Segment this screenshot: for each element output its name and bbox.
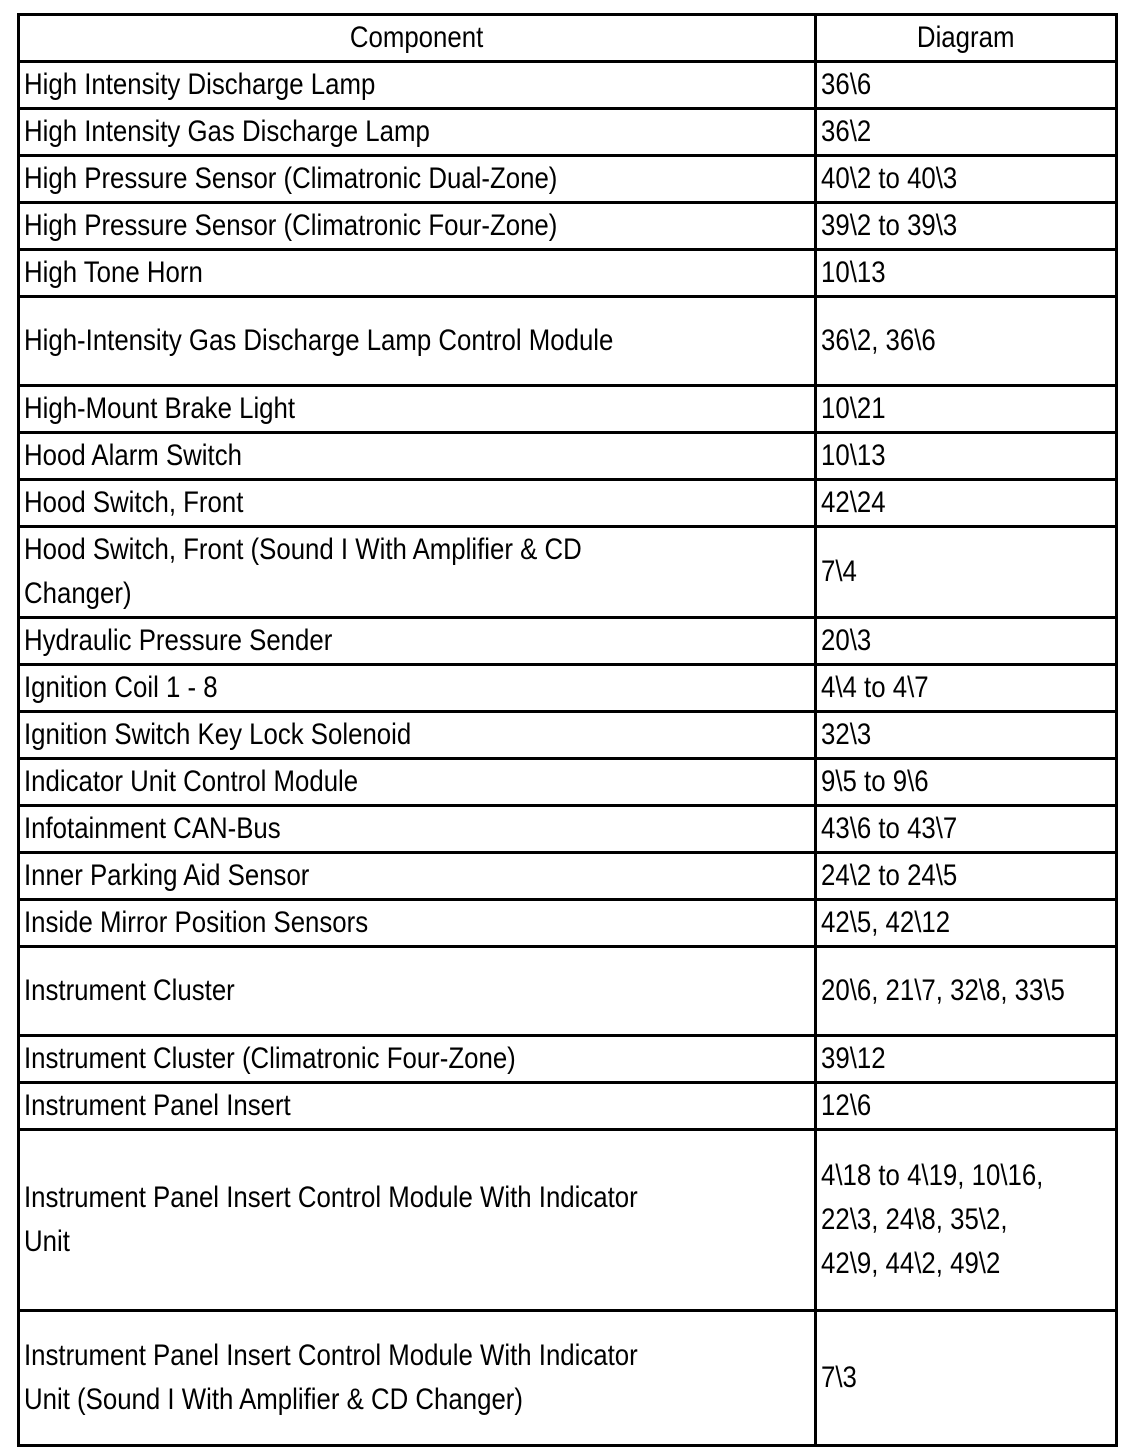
component-cell (19, 665, 816, 712)
diagram-text: 20\6, 21\7, 32\8, 33\5 (821, 974, 1065, 1007)
diagram-cell (816, 806, 1117, 853)
component-cell (19, 527, 816, 618)
diagram-cell (816, 1083, 1117, 1130)
table-row (19, 759, 1117, 806)
diagram-text: 10\13 (821, 256, 886, 289)
header-component: Component (19, 15, 816, 62)
diagram-cell (816, 618, 1117, 665)
table-row (19, 62, 1117, 109)
component-text: Indicator Unit Control Module (24, 765, 359, 798)
diagram-text: 24\2 to 24\5 (821, 859, 958, 892)
diagram-text: 43\6 to 43\7 (821, 812, 958, 845)
component-text: Hood Alarm Switch (24, 439, 242, 472)
component-text: High Pressure Sensor (Climatronic Four-Zone) (24, 209, 558, 242)
diagram-cell (816, 203, 1117, 250)
diagram-cell (816, 297, 1117, 386)
diagram-text: 32\3 (821, 718, 872, 751)
diagram-cell (816, 712, 1117, 759)
diagram-text: 10\13 (821, 439, 886, 472)
diagram-cell (816, 527, 1117, 618)
diagram-cell (816, 853, 1117, 900)
diagram-text: 4\18 to 4\19, 10\16, (821, 1159, 1044, 1192)
diagram-text: 36\2 (821, 115, 872, 148)
diagram-text: 42\9, 44\2, 49\2 (821, 1247, 1001, 1280)
component-cell (19, 1036, 816, 1083)
diagram-cell (816, 156, 1117, 203)
component-cell (19, 297, 816, 386)
table-row (19, 712, 1117, 759)
component-text: Changer) (24, 577, 132, 610)
component-text: Ignition Coil 1 - 8 (24, 671, 218, 704)
component-cell (19, 712, 816, 759)
diagram-text: 7\4 (821, 555, 857, 588)
diagram-text: 12\6 (821, 1089, 872, 1122)
table-row (19, 250, 1117, 297)
diagram-text: 22\3, 24\8, 35\2, (821, 1203, 1008, 1236)
diagram-text: 7\3 (821, 1361, 857, 1394)
component-cell (19, 62, 816, 109)
table-row (19, 433, 1117, 480)
diagram-text: 36\2, 36\6 (821, 324, 936, 357)
diagram-text: 20\3 (821, 624, 872, 657)
component-text: Inside Mirror Position Sensors (24, 906, 369, 939)
diagram-cell (816, 386, 1117, 433)
table-row (19, 386, 1117, 433)
component-cell (19, 386, 816, 433)
diagram-cell (816, 947, 1117, 1036)
diagram-cell (816, 900, 1117, 947)
component-cell (19, 900, 816, 947)
table-row (19, 203, 1117, 250)
diagram-text: 42\5, 42\12 (821, 906, 951, 939)
diagram-cell (816, 759, 1117, 806)
component-cell (19, 1130, 816, 1311)
table-row (19, 618, 1117, 665)
component-text: Hood Switch, Front (Sound I With Amplifier & CD (24, 533, 582, 566)
component-diagram-table (17, 13, 1118, 1447)
component-text: Ignition Switch Key Lock Solenoid (24, 718, 412, 751)
table-row (19, 1130, 1117, 1311)
component-text: Unit (24, 1225, 70, 1258)
component-cell (19, 759, 816, 806)
diagram-cell (816, 1036, 1117, 1083)
diagram-text: 4\4 to 4\7 (821, 671, 929, 704)
diagram-text: 40\2 to 40\3 (821, 162, 958, 195)
table-row (19, 665, 1117, 712)
table-row (19, 527, 1117, 618)
diagram-cell (816, 665, 1117, 712)
component-cell (19, 109, 816, 156)
table-row (19, 1311, 1117, 1446)
diagram-cell (816, 480, 1117, 527)
diagram-text: 39\2 to 39\3 (821, 209, 958, 242)
table-row (19, 1083, 1117, 1130)
table-row (19, 297, 1117, 386)
diagram-cell (816, 1130, 1117, 1311)
table-row (19, 947, 1117, 1036)
component-cell (19, 1083, 816, 1130)
component-text: Inner Parking Aid Sensor (24, 859, 310, 892)
diagram-text: 42\24 (821, 486, 886, 519)
table-row (19, 109, 1117, 156)
component-cell (19, 1311, 816, 1446)
table-row (19, 1036, 1117, 1083)
component-text: Instrument Cluster (24, 974, 235, 1007)
component-cell (19, 853, 816, 900)
component-cell (19, 433, 816, 480)
component-text: Instrument Panel Insert Control Module With Indicator (24, 1339, 638, 1372)
diagram-text: 10\21 (821, 392, 886, 425)
component-text: Infotainment CAN-Bus (24, 812, 281, 845)
diagram-text: 36\6 (821, 68, 872, 101)
component-text: High Tone Horn (24, 256, 203, 289)
diagram-cell (816, 1311, 1117, 1446)
table-row (19, 900, 1117, 947)
component-cell (19, 203, 816, 250)
diagram-cell (816, 62, 1117, 109)
header-diagram: Diagram (816, 15, 1117, 62)
component-cell (19, 156, 816, 203)
table-row (19, 806, 1117, 853)
component-text: Instrument Panel Insert Control Module With Indicator (24, 1181, 638, 1214)
component-text: High Intensity Discharge Lamp (24, 68, 376, 101)
header-row (19, 15, 1117, 62)
component-text: Hood Switch, Front (24, 486, 244, 519)
component-text: High Pressure Sensor (Climatronic Dual-Zone) (24, 162, 558, 195)
diagram-cell (816, 250, 1117, 297)
component-cell (19, 250, 816, 297)
component-text: High-Mount Brake Light (24, 392, 296, 425)
component-cell (19, 618, 816, 665)
component-cell (19, 806, 816, 853)
component-text: Hydraulic Pressure Sender (24, 624, 333, 657)
table-row (19, 480, 1117, 527)
table-row (19, 853, 1117, 900)
component-text: Instrument Cluster (Climatronic Four-Zone) (24, 1042, 516, 1075)
component-text: High-Intensity Gas Discharge Lamp Control Module (24, 324, 614, 357)
component-text: Instrument Panel Insert (24, 1089, 291, 1122)
diagram-cell (816, 433, 1117, 480)
diagram-cell (816, 109, 1117, 156)
table-row (19, 156, 1117, 203)
diagram-text: 9\5 to 9\6 (821, 765, 929, 798)
component-text: High Intensity Gas Discharge Lamp (24, 115, 430, 148)
component-cell (19, 947, 816, 1036)
component-cell (19, 480, 816, 527)
diagram-text: 39\12 (821, 1042, 886, 1075)
component-text: Unit (Sound I With Amplifier & CD Changer) (24, 1383, 523, 1416)
